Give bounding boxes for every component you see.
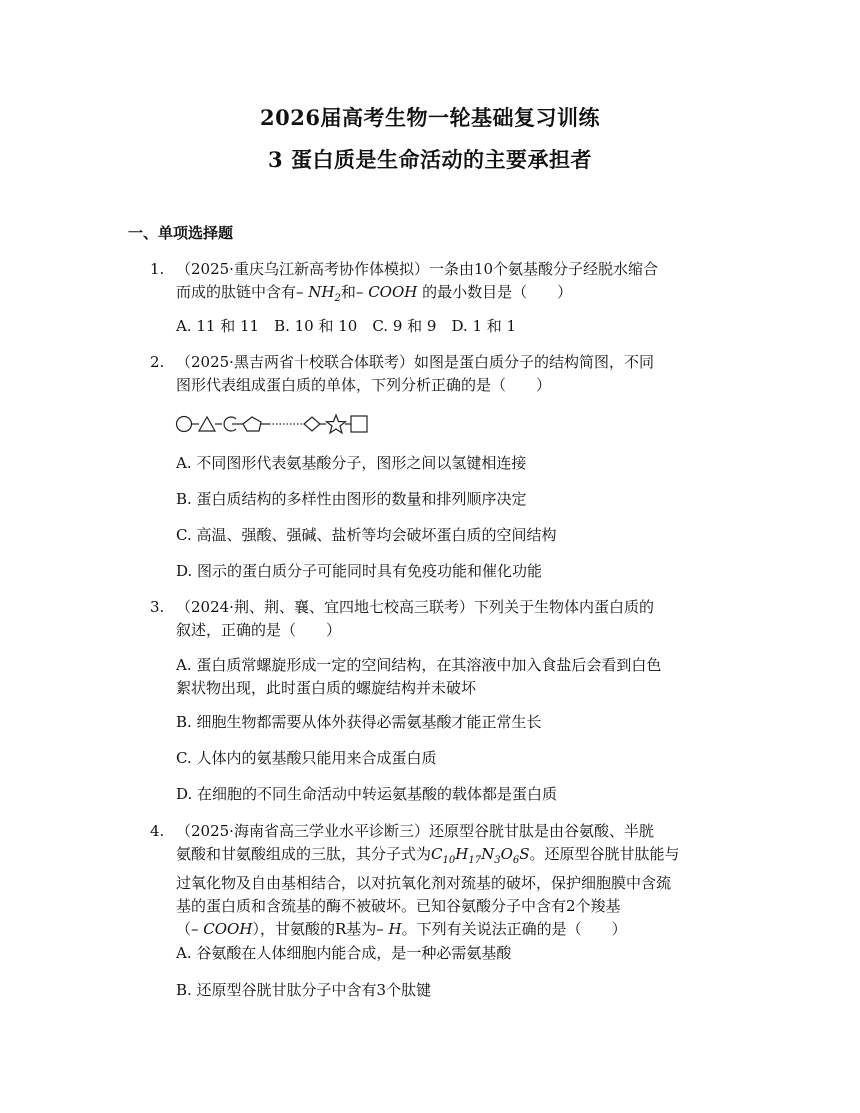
question-stem [176, 258, 740, 310]
star-shape [327, 415, 346, 433]
question-3-option-a [176, 654, 746, 700]
question-2-option-d: D. 图示的蛋白质分子可能同时具有免疫功能和催化功能 [176, 562, 543, 580]
question-1 [150, 258, 740, 310]
molecular-formula: $C_{10}H_{17}N_3O_6S$ [431, 845, 530, 866]
r-group: – H [376, 920, 402, 938]
question-4-option-a: A. 谷氨酸在人体细胞内能合成，是一种必需氨基酸 [176, 944, 512, 962]
stem-line: 而成的肽链中含有– $NH_2$和– COOH 的最小数目是（ ） [176, 283, 573, 304]
stem-line: 氨酸和甘氨酸组成的三肽，其分子式为$C_{10}H_{17}N_3O_6S$。还原型谷胱甘肽能与 [176, 845, 680, 866]
carboxyl-group: – COOH [191, 920, 253, 938]
circle-shape [177, 417, 192, 432]
diamond-shape [304, 417, 320, 431]
document-subtitle: 3 蛋白质是生命活动的主要承担者 [268, 147, 592, 172]
question-stem [176, 351, 740, 397]
option-line: A. 蛋白质常螺旋形成一定的空间结构，在其溶液中加入食盐后会看到白色 [176, 656, 662, 674]
question-3-option-c: C. 人体内的氨基酸只能用来合成蛋白质 [176, 749, 437, 767]
question-3 [150, 596, 740, 642]
question-3-option-b: B. 细胞生物都需要从体外获得必需氨基酸才能正常生长 [176, 713, 542, 731]
stem-line: （2025·海南省高三学业水平诊断三）还原型谷胱甘肽是由谷氨酸、半胱 [176, 822, 654, 840]
question-3-option-d: D. 在细胞的不同生命活动中转运氨基酸的载体都是蛋白质 [176, 785, 558, 803]
option-line: 絮状物出现，此时蛋白质的螺旋结构并未破坏 [176, 679, 477, 697]
question-1-options: A. 11 和 11 B. 10 和 10 C. 9 和 9 D. 1 和 1 [176, 317, 517, 335]
question-stem [176, 820, 740, 941]
square-shape [351, 416, 367, 432]
stem-line: 过氧化物及自由基相结合，以对抗氧化剂对巯基的破坏，保护细胞膜中含巯 [176, 874, 672, 892]
question-2-option-a: A. 不同图形代表氨基酸分子，图形之间以氢键相连接 [176, 454, 527, 472]
question-4-option-b: B. 还原型谷胱甘肽分子中含有3个肽键 [176, 981, 432, 999]
stem-line: 基的蛋白质和含巯基的酶不被破坏。已知谷氨酸分子中含有2个羧基 [176, 897, 621, 915]
carboxyl-group: – COOH [355, 283, 418, 301]
protein-structure-diagram [174, 412, 384, 436]
section-heading: 一、单项选择题 [128, 224, 234, 242]
document-title: 2026届高考生物一轮基础复习训练 [260, 105, 600, 130]
stem-line: （2025·黑吉两省十校联合体联考）如图是蛋白质分子的结构简图，不同 [176, 353, 654, 371]
amino-group: – $NH_2$ [296, 283, 341, 304]
pentagon-shape [243, 417, 261, 431]
question-2-option-c: C. 高温、强酸、强碱、盐析等均会破坏蛋白质的空间结构 [176, 526, 557, 544]
question-2 [150, 351, 740, 397]
stem-line: （– COOH），甘氨酸的R基为– H。下列有关说法正确的是（ ） [176, 920, 627, 938]
question-number: 4. [150, 822, 165, 840]
question-2-option-b: B. 蛋白质结构的多样性由图形的数量和排列顺序决定 [176, 490, 527, 508]
question-number: 1. [150, 260, 165, 278]
triangle-shape [199, 417, 215, 431]
question-number: 3. [150, 598, 165, 616]
stem-line: 图形代表组成蛋白质的单体，下列分析正确的是（ ） [176, 376, 552, 394]
question-number: 2. [150, 353, 165, 371]
stem-line: （2025·重庆乌江新高考协作体模拟）一条由10个氨基酸分子经脱水缩合 [176, 260, 659, 278]
question-stem [176, 596, 740, 642]
stem-line: 叙述，正确的是（ ） [176, 621, 342, 639]
question-4 [150, 820, 740, 941]
stem-line: （2024·荆、荆、襄、宜四地七校高三联考）下列关于生物体内蛋白质的 [176, 598, 654, 616]
